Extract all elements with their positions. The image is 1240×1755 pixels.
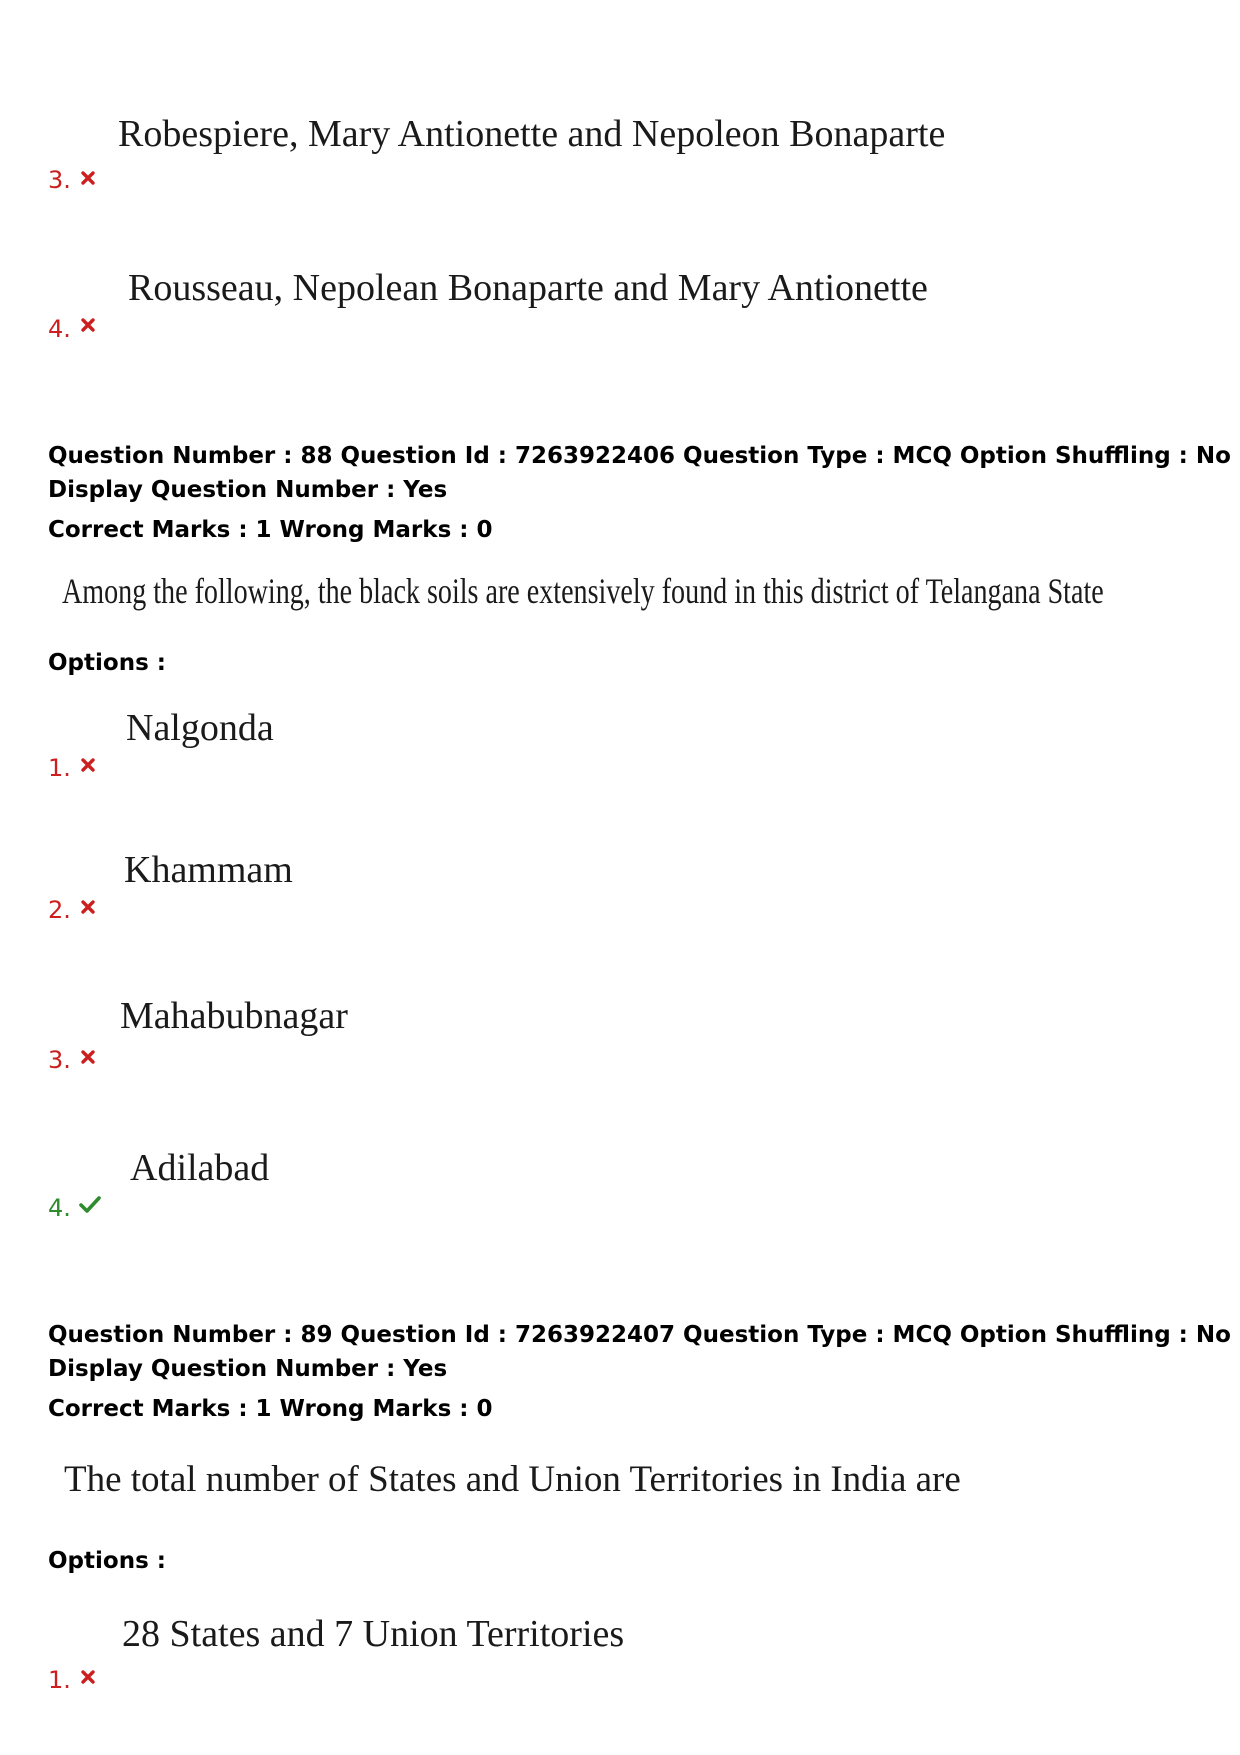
option-image-text: Adilabad — [130, 1147, 270, 1189]
options-label: Options : — [48, 1548, 166, 1574]
cross-icon — [80, 317, 96, 333]
question-marks: Correct Marks : 1 Wrong Marks : 0 — [48, 517, 493, 543]
question-display-number: Display Question Number : Yes — [48, 477, 448, 503]
cross-icon — [80, 757, 96, 773]
question-display-number: Display Question Number : Yes — [48, 1356, 448, 1382]
question-text: Among the following, the black soils are extensively found in this district of Telangana State — [62, 571, 1104, 611]
option-number: 3. — [48, 1046, 71, 1074]
cross-icon — [80, 899, 96, 915]
option-number: 1. — [48, 1666, 71, 1694]
question-marks: Correct Marks : 1 Wrong Marks : 0 — [48, 1396, 493, 1422]
options-label: Options : — [48, 650, 166, 676]
question-text: The total number of States and Union Territories in India are — [64, 1459, 961, 1500]
option-number: 3. — [48, 166, 71, 194]
question-meta: Question Number : 89 Question Id : 7263922407 Question Type : MCQ Option Shuffling : No — [48, 1322, 1231, 1348]
cross-icon — [80, 1669, 96, 1685]
option-number: 4. — [48, 315, 71, 343]
cross-icon — [80, 170, 96, 186]
question-meta: Question Number : 88 Question Id : 7263922406 Question Type : MCQ Option Shuffling : No — [48, 443, 1231, 469]
option-image-text: Khammam — [124, 849, 293, 891]
option-number: 2. — [48, 896, 71, 924]
option-image-text: Robespiere, Mary Antionette and Nepoleon Bonaparte — [118, 113, 946, 155]
option-image-text: Nalgonda — [126, 707, 274, 749]
option-number: 4. — [48, 1194, 71, 1222]
option-number: 1. — [48, 754, 71, 782]
option-image-text: Mahabubnagar — [120, 995, 348, 1037]
option-image-text: 28 States and 7 Union Territories — [122, 1613, 625, 1655]
check-icon — [78, 1195, 102, 1215]
option-image-text: Rousseau, Nepolean Bonaparte and Mary Antionette — [128, 267, 928, 309]
cross-icon — [80, 1049, 96, 1065]
